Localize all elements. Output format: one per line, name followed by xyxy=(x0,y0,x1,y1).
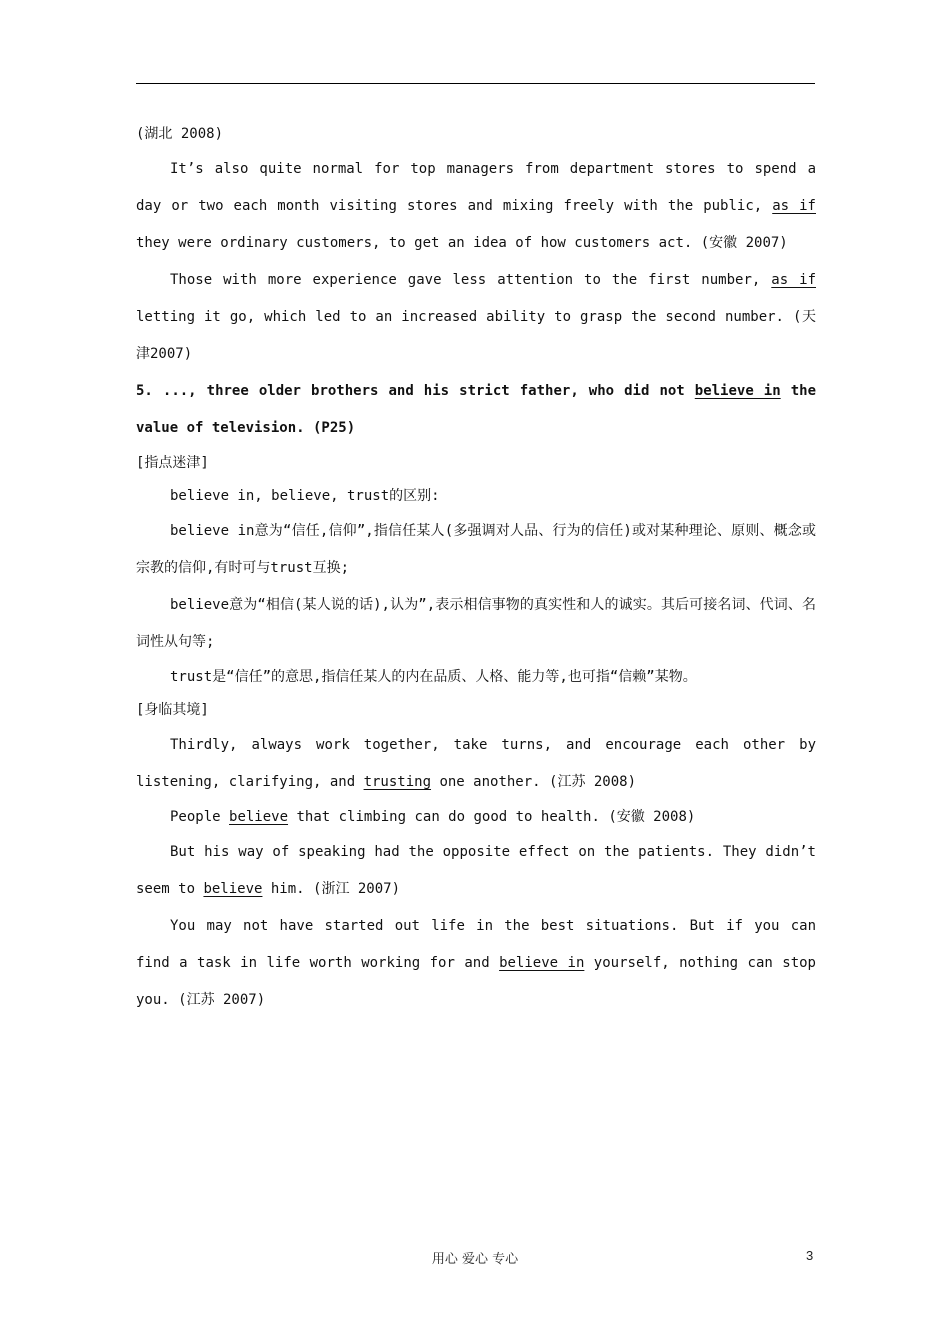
sentence-text: People xyxy=(170,809,230,825)
footer-motto: 用心 爱心 专心 xyxy=(431,1252,519,1267)
underlined-phrase: believe xyxy=(203,881,263,897)
section-label xyxy=(136,447,816,480)
underlined-phrase: as if xyxy=(772,198,816,214)
explanation-text: believe in意为“信任,信仰”,指信任某人(多强调对人品、行为的信任)或对某种理论、原则、概念或宗教的信仰,有时可与trust互换; xyxy=(136,523,816,576)
sentence-text: him. (浙江 2007) xyxy=(262,881,401,897)
explanation-paragraph xyxy=(136,661,816,694)
citation-text: (湖北 2008) xyxy=(136,126,224,142)
sentence-text: yourself, nothing can stop you. (江苏 2007) xyxy=(136,955,816,1008)
example-sentence xyxy=(136,908,816,1019)
underlined-phrase: believe in xyxy=(499,955,585,971)
sentence-text: Those with more experience gave less attention to the first number, xyxy=(170,272,772,288)
example-sentence xyxy=(136,834,816,908)
header-rule xyxy=(136,83,815,84)
underlined-phrase: believe xyxy=(229,809,289,825)
page-number: 3 xyxy=(806,1248,814,1263)
explanation-text: believe意为“相信(某人说的话),认为”,表示相信事物的真实性和人的诚实。其后可接名词、代词、名词性从句等; xyxy=(136,597,816,650)
explanation-text: believe in, believe, trust的区别: xyxy=(170,488,440,504)
example-sentence xyxy=(136,801,816,834)
sentence-text: But his way of speaking had the opposite effect on the patients. They didn’t seem to xyxy=(136,844,816,897)
heading-text: the value of television. (P25) xyxy=(136,383,816,436)
sentence-text: letting it go, which led to an increased ability to grasp the second number. (天津2007) xyxy=(136,309,816,362)
sentence-text: You may not have started out life in the best situations. But if you can find a task in life worth working for and xyxy=(136,918,816,971)
underlined-phrase: as if xyxy=(771,272,816,288)
sentence-text: Thirdly, always work together, take turns, and encourage each other by listening, clarifying, and xyxy=(136,737,816,790)
sentence-text: one another. (江苏 2008) xyxy=(431,774,637,790)
numbered-heading xyxy=(136,373,816,447)
explanation-paragraph xyxy=(136,587,816,661)
heading-text: 5. ..., three older brothers and his strict father, who did not xyxy=(136,383,695,399)
page-body xyxy=(136,118,816,1019)
underlined-phrase: believe in xyxy=(694,383,781,399)
section-label xyxy=(136,694,816,727)
source-citation xyxy=(136,118,816,151)
sentence-text: It’s also quite normal for top managers from department stores to spend a day or two each month visiting stores and mixing freely with the public, xyxy=(136,161,816,214)
example-sentence xyxy=(136,262,816,373)
sentence-text: they were ordinary customers, to get an idea of how customers act. (安徽 2007) xyxy=(136,235,788,251)
explanation-paragraph xyxy=(136,513,816,587)
sentence-text: that climbing can do good to health. (安徽 2008) xyxy=(288,809,696,825)
underlined-phrase: trusting xyxy=(363,774,432,790)
section-label-text: [身临其境] xyxy=(136,702,209,718)
example-sentence xyxy=(136,151,816,262)
section-label-text: [指点迷津] xyxy=(136,455,209,471)
explanation-line xyxy=(136,480,816,513)
explanation-text: trust是“信任”的意思,指信任某人的内在品质、人格、能力等,也可指“信赖”某物。 xyxy=(170,669,697,685)
example-sentence xyxy=(136,727,816,801)
